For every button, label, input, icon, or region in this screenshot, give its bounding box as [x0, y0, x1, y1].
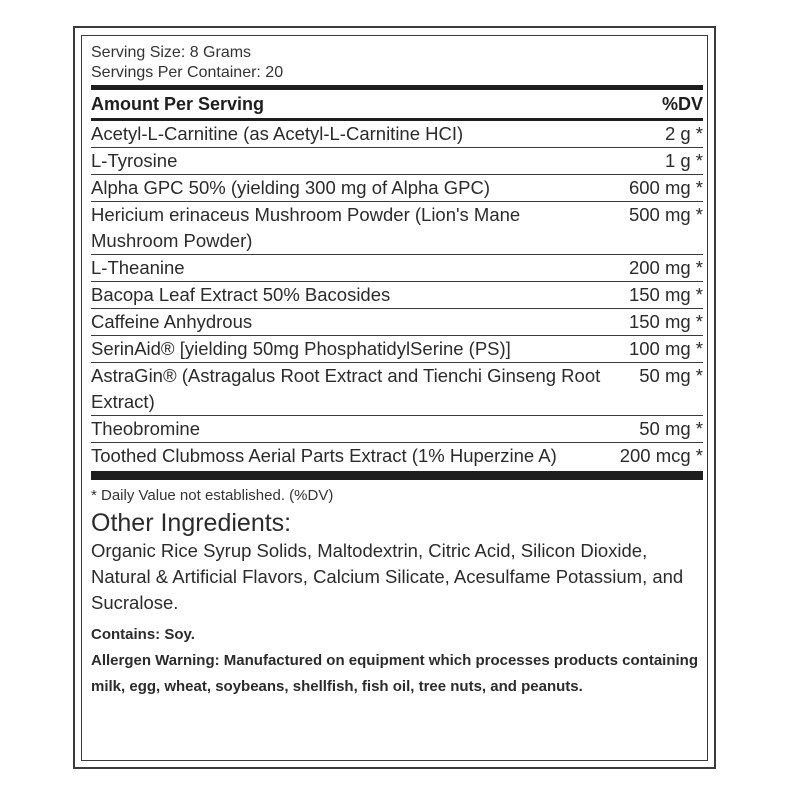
ingredient-name: Bacopa Leaf Extract 50% Bacosides [91, 284, 391, 305]
ingredient-name: Theobromine [91, 418, 201, 439]
ingredient-row [91, 363, 703, 416]
ingredient-row [91, 443, 703, 469]
ingredient-row [91, 175, 703, 202]
servings-per-container: Servings Per Container: 20 [91, 64, 284, 81]
amount-per-serving-heading: Amount Per Serving [91, 93, 265, 114]
ingredient-row [91, 309, 703, 336]
other-ingredients-text: Organic Rice Syrup Solids, Maltodextrin, Citric Acid, Silicon Dioxide, Natural & Artificial Flavors, Calcium Silicate, Acesulfame Potassium, and Sucralose. [91, 540, 684, 613]
section-divider-bar [91, 471, 703, 480]
ingredient-amount: 200 mg * [628, 257, 703, 278]
ingredient-amount: 1 g * [664, 150, 703, 171]
ingredient-name: SerinAid® [yielding 50mg PhosphatidylSerine (PS)] [91, 338, 511, 359]
allergen-warning: Allergen Warning: Manufactured on equipment which processes products containing milk, egg, wheat, soybeans, shellfish, fish oil, tree nuts, and peanuts. [91, 652, 699, 695]
ingredient-row [91, 282, 703, 309]
ingredient-name: Acetyl-L-Carnitine (as Acetyl-L-Carnitine HCI) [91, 123, 464, 144]
ingredient-name: L-Theanine [91, 257, 185, 278]
ingredient-amount: 50 mg * [639, 418, 703, 439]
ingredient-amount: 500 mg * [628, 204, 703, 225]
ingredient-name: Hericium erinaceus Mushroom Powder (Lion's Mane Mushroom Powder) [91, 204, 521, 251]
ingredient-amount: 100 mg * [628, 338, 703, 359]
ingredient-row [91, 148, 703, 175]
ingredient-amount: 200 mcg * [619, 445, 703, 466]
other-ingredients-title: Other Ingredients: [91, 509, 292, 537]
contains-statement: Contains: Soy. [91, 626, 195, 643]
ingredient-row [91, 416, 703, 443]
dv-footnote: * Daily Value not established. (%DV) [91, 487, 334, 504]
ingredient-row [91, 202, 703, 255]
ingredient-amount: 150 mg * [628, 311, 703, 332]
ingredient-name: Toothed Clubmoss Aerial Parts Extract (1% Huperzine A) [91, 445, 557, 466]
supplement-facts-label [91, 43, 703, 700]
ingredient-row [91, 121, 703, 148]
ingredient-amount: 50 mg * [639, 365, 703, 386]
ingredient-row [91, 336, 703, 363]
amount-header [91, 85, 703, 121]
ingredient-amount: 2 g * [664, 123, 703, 144]
ingredient-rows [91, 121, 703, 469]
serving-size: Serving Size: 8 Grams [91, 44, 252, 61]
ingredient-name: Caffeine Anhydrous [91, 311, 253, 332]
ingredient-row [91, 255, 703, 282]
ingredient-name: AstraGin® (Astragalus Root Extract and Tienchi Ginseng Root Extract) [91, 365, 601, 412]
ingredient-amount: 600 mg * [628, 177, 703, 198]
dv-heading: %DV [661, 93, 703, 114]
ingredient-name: L-Tyrosine [91, 150, 178, 171]
ingredient-name: Alpha GPC 50% (yielding 300 mg of Alpha GPC) [91, 177, 490, 198]
ingredient-amount: 150 mg * [628, 284, 703, 305]
